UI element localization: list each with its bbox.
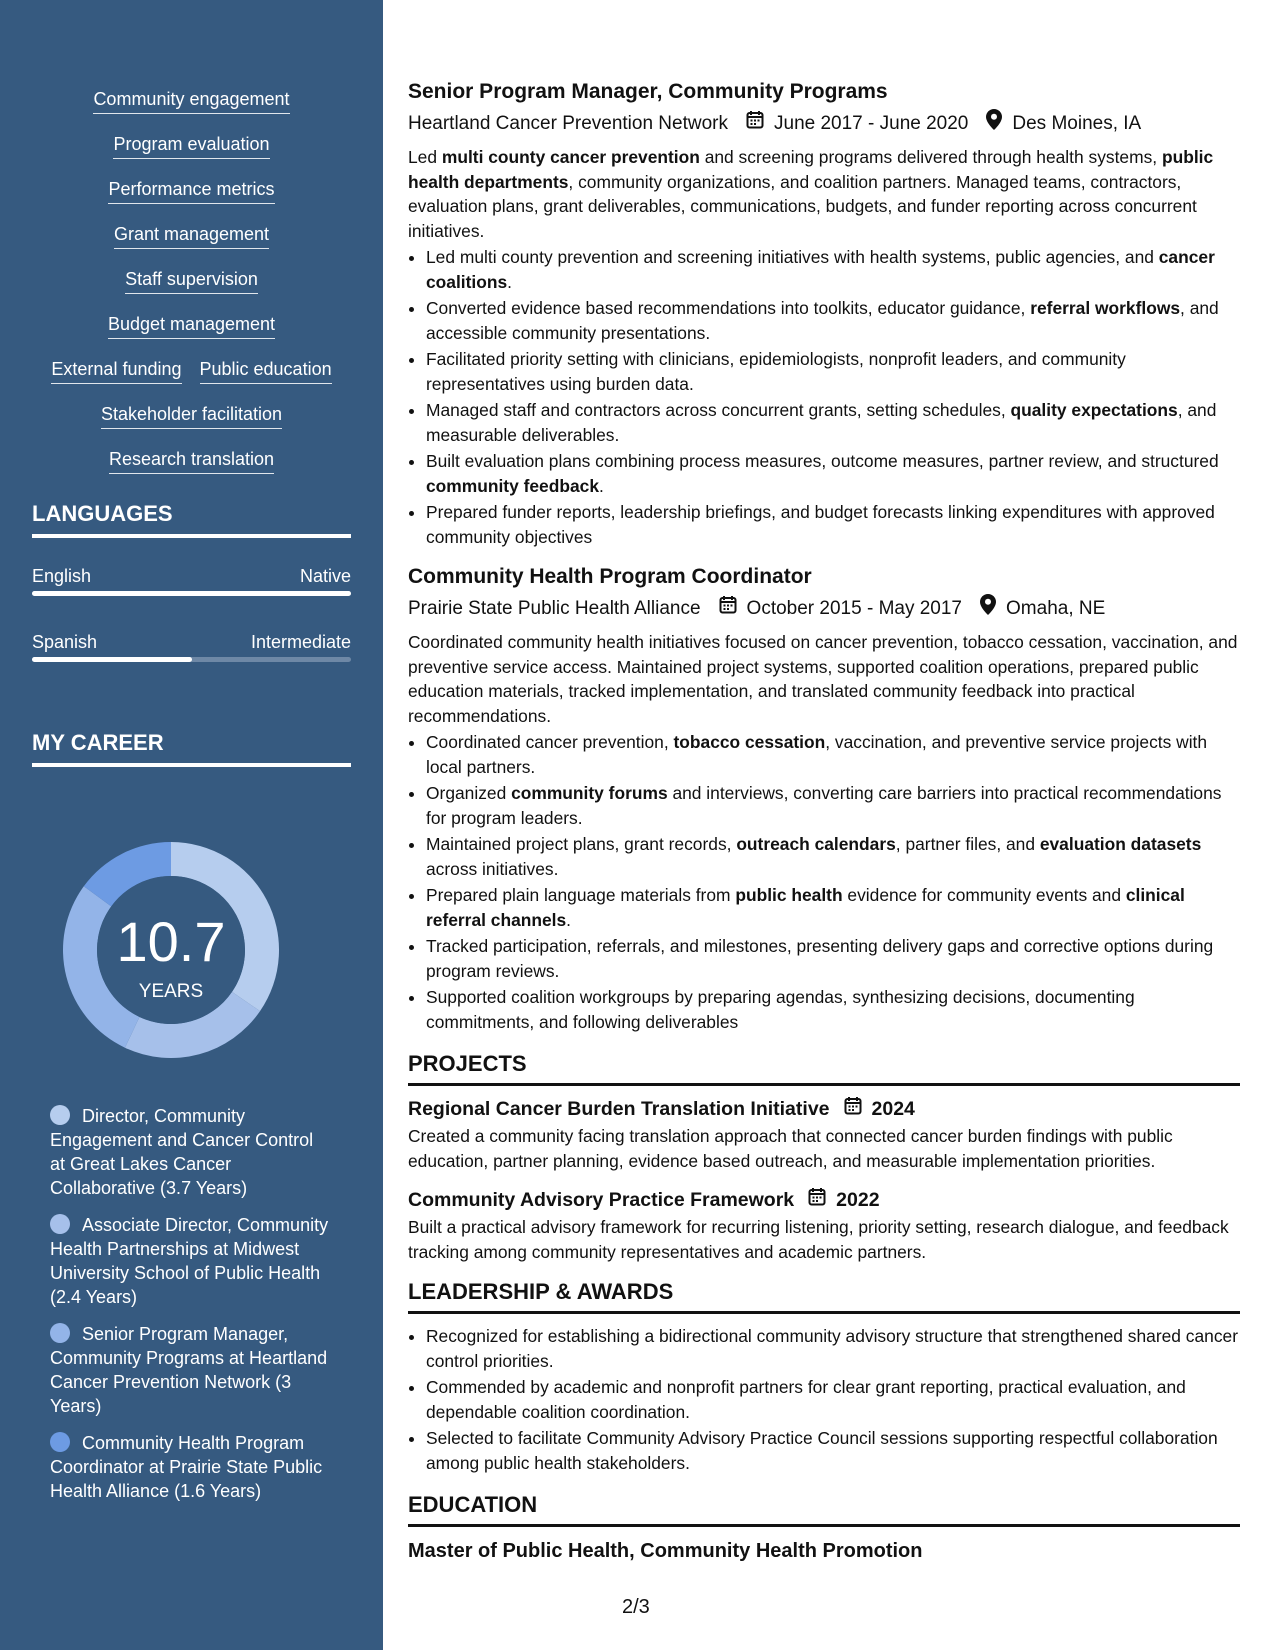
job-bullet [426, 883, 1240, 932]
bold-text: community forums [511, 783, 668, 803]
job-bullet [426, 245, 1240, 294]
location-pin-icon [986, 109, 1002, 139]
project-entry [408, 1096, 1240, 1173]
skill-tag: Community engagement [93, 86, 289, 114]
project-title: Regional Cancer Burden Translation Initiative [408, 1098, 830, 1120]
job-entry [408, 78, 1240, 549]
skill-tag: Budget management [108, 311, 275, 339]
job-bullet [426, 832, 1240, 881]
text-run: . [507, 271, 513, 292]
job-bullet [426, 347, 1240, 396]
main-content [408, 78, 1240, 1565]
education-degree: Master of Public Health, Community Health Promotion [408, 1540, 923, 1562]
skill-row [32, 176, 351, 221]
career-heading: MY CAREER [32, 729, 351, 767]
job-location: Des Moines, IA [1012, 113, 1142, 134]
bold-text: evaluation datasets [1039, 834, 1202, 854]
text-run: Facilitated priority setting with clinicians, epidemiologists, nonprofit leaders, and community representatives using burden data. [426, 349, 1126, 394]
text-run: . [566, 909, 572, 930]
bold-text: multi county cancer prevention [441, 147, 700, 167]
skill-tag: Performance metrics [108, 176, 274, 204]
text-run: . [599, 475, 604, 496]
text-run: , vaccination, and preventive service projects with local partners. [426, 732, 1208, 777]
text-run: , community organizations, and coalition partners. Managed teams, contractors, evaluation plans, grant deliverables, communications, budgets, and funder reporting across concurrent initiatives. [408, 171, 1197, 241]
award-bullet: • Commended by academic and nonprofit partners for clear grant reporting, practical evaluation, and dependable coalition coordination. [426, 1375, 1240, 1424]
text-run: Converted evidence based recommendations into toolkits, educator guidance, [426, 298, 1031, 318]
skill-tag: Research translation [109, 446, 274, 474]
text-run: across initiatives. [426, 858, 559, 879]
awards-list [408, 1324, 1240, 1475]
skill-row [32, 266, 351, 311]
text-run: Led [408, 147, 442, 167]
skill-tag: External funding [51, 356, 181, 384]
job-bullet [426, 500, 1240, 549]
text-run: Led multi county prevention and screening initiatives with health systems, public agencies, and [426, 247, 1159, 267]
job-summary [408, 630, 1240, 728]
award-bullet: • Recognized for establishing a bidirectional community advisory structure that strengthened shared cancer control priorities. [426, 1324, 1240, 1373]
job-bullet [426, 398, 1240, 447]
job-entry [408, 563, 1240, 1034]
bold-text: tobacco cessation [673, 732, 826, 752]
award-bullet: • Selected to facilitate Community Advisory Practice Council sessions supporting respectful collaboration among public health stakeholders. [426, 1426, 1240, 1475]
project-year: 2024 [871, 1098, 915, 1120]
project-description: Built a practical advisory framework for recurring listening, priority setting, research dialogue, and feedback tracking among community representatives and academic partners. [408, 1217, 1229, 1262]
career-item [50, 1213, 330, 1309]
job-bullet [426, 934, 1240, 983]
bold-text: outreach calendars [736, 834, 896, 854]
text-run: , and measurable deliverables. [426, 400, 1217, 445]
text-run: , partner files, and [895, 834, 1040, 854]
language-row [32, 630, 351, 654]
text-run: and interviews, converting care barriers into practical recommendations for program leaders. [426, 783, 1222, 828]
career-item [50, 1322, 330, 1418]
job-title: Community Health Program Coordinator [408, 565, 812, 588]
career-list [50, 1104, 330, 1516]
project-title-row [408, 1096, 1240, 1122]
language-level-bar [32, 657, 351, 662]
skill-tag: Stakeholder facilitation [101, 401, 282, 429]
job-bullet [426, 781, 1240, 830]
bold-text: community feedback [426, 475, 599, 496]
job-bullet [426, 730, 1240, 779]
skill-row [32, 401, 351, 446]
text-run: Managed staff and contractors across concurrent grants, setting schedules, [426, 400, 1011, 420]
career-item-text: Senior Program Manager, Community Programs at Heartland Cancer Prevention Network (3 Years) [50, 1324, 328, 1416]
career-donut-chart [63, 842, 279, 1058]
text-run: Organized [426, 783, 512, 803]
skill-row [32, 356, 351, 401]
skills-list [32, 86, 351, 491]
job-dates: June 2017 - June 2020 [774, 113, 969, 134]
text-run: Supported coalition workgroups by preparing agendas, synthesizing decisions, documenting commitments, and following deliverables [426, 987, 1135, 1032]
career-item [50, 1104, 330, 1200]
job-dates: October 2015 - May 2017 [746, 598, 963, 619]
language-level: Native [299, 566, 351, 586]
skill-tag: Grant management [114, 221, 269, 249]
text-run: Prepared plain language materials from [426, 885, 736, 905]
career-item [50, 1431, 330, 1503]
job-meta [408, 594, 1240, 624]
bold-text: referral workflows [1030, 298, 1181, 318]
text-run: Built evaluation plans combining process measures, outcome measures, partner review, and structured [426, 451, 1219, 471]
skill-tag: Public education [200, 356, 332, 384]
education-heading: EDUCATION [408, 1491, 1240, 1527]
project-entry [408, 1187, 1240, 1264]
skill-row [32, 86, 351, 131]
bold-text: quality expectations [1010, 400, 1178, 420]
job-summary [408, 145, 1240, 243]
skill-row [32, 221, 351, 266]
job-bullet [426, 985, 1240, 1034]
job-title: Senior Program Manager, Community Programs [408, 80, 888, 103]
language-name: English [32, 566, 92, 586]
language-level-fill [32, 657, 192, 662]
calendar-icon [808, 1187, 826, 1213]
job-organization: Prairie State Public Health Alliance [408, 598, 701, 619]
project-description: Created a community facing translation approach that connected cancer burden findings with public education, partner planning, evidence based outreach, and measurable implementation priorities. [408, 1126, 1173, 1171]
page-number: 2/3 [622, 1596, 650, 1618]
career-item-text: Director, Community Engagement and Cancer Control at Great Lakes Cancer Collaborative (3.7 Years) [50, 1106, 314, 1198]
career-color-dot [50, 1323, 70, 1343]
projects-list [408, 1096, 1240, 1264]
text-run: Coordinated cancer prevention, [426, 732, 674, 752]
skill-row [32, 131, 351, 176]
bold-text: public health [735, 885, 843, 905]
project-title: Community Advisory Practice Framework [408, 1189, 795, 1211]
projects-heading: PROJECTS [408, 1050, 1240, 1086]
text-run: evidence for community events and [842, 885, 1126, 905]
text-run: Coordinated community health initiatives focused on cancer prevention, tobacco cessation, vaccination, and preventive service access. Maintained project systems, supported coalition operations, prepared public education materials, tracked implementation, and translated community feedback into practical recommendations. [408, 632, 1238, 726]
career-color-dot [50, 1214, 70, 1234]
text-run: and screening programs delivered through health systems, [699, 147, 1162, 167]
skill-row [32, 311, 351, 356]
bold-text: public health departments [408, 147, 1214, 192]
calendar-icon [719, 595, 737, 623]
career-color-dot [50, 1105, 70, 1125]
calendar-icon [746, 110, 764, 138]
text-run: Prepared funder reports, leadership briefings, and budget forecasts linking expenditures with approved community objectives [426, 502, 1215, 547]
job-bullet [426, 449, 1240, 498]
text-run: , and accessible community presentations. [426, 298, 1219, 343]
language-level: Intermediate [250, 632, 351, 652]
project-year: 2022 [836, 1189, 880, 1211]
sidebar [0, 0, 383, 1650]
text-run: Tracked participation, referrals, and milestones, presenting delivery gaps and corrective options during program reviews. [426, 936, 1214, 981]
experience-list [408, 78, 1240, 1034]
career-color-dot [50, 1432, 70, 1452]
location-pin-icon [980, 594, 996, 624]
language-row [32, 564, 351, 588]
language-level-fill [32, 591, 351, 596]
text-run: Maintained project plans, grant records, [426, 834, 737, 854]
job-location: Omaha, NE [1006, 598, 1106, 619]
project-title-row [408, 1187, 1240, 1213]
skill-tag: Program evaluation [113, 131, 269, 159]
job-organization: Heartland Cancer Prevention Network [408, 113, 728, 134]
language-level-bar [32, 591, 351, 596]
skill-row [32, 446, 351, 491]
calendar-icon [844, 1096, 862, 1122]
career-item-text: Associate Director, Community Health Partnerships at Midwest University School of Public Health (2.4 Years) [50, 1215, 329, 1307]
job-meta [408, 109, 1240, 139]
languages-heading: LANGUAGES [32, 500, 351, 538]
awards-heading: LEADERSHIP & AWARDS [408, 1278, 1240, 1314]
job-bullet [426, 296, 1240, 345]
bold-text: cancer coalitions [426, 247, 1215, 292]
bold-text: clinical referral channels [426, 885, 1185, 930]
job-bullets [408, 730, 1240, 1034]
career-unit: YEARS [138, 981, 204, 1002]
skill-tag: Staff supervision [125, 266, 258, 294]
career-item-text: Community Health Program Coordinator at Prairie State Public Health Alliance (1.6 Years) [50, 1433, 323, 1501]
career-total: 10.7 [116, 910, 226, 973]
language-name: Spanish [32, 632, 98, 652]
job-bullets [408, 245, 1240, 549]
